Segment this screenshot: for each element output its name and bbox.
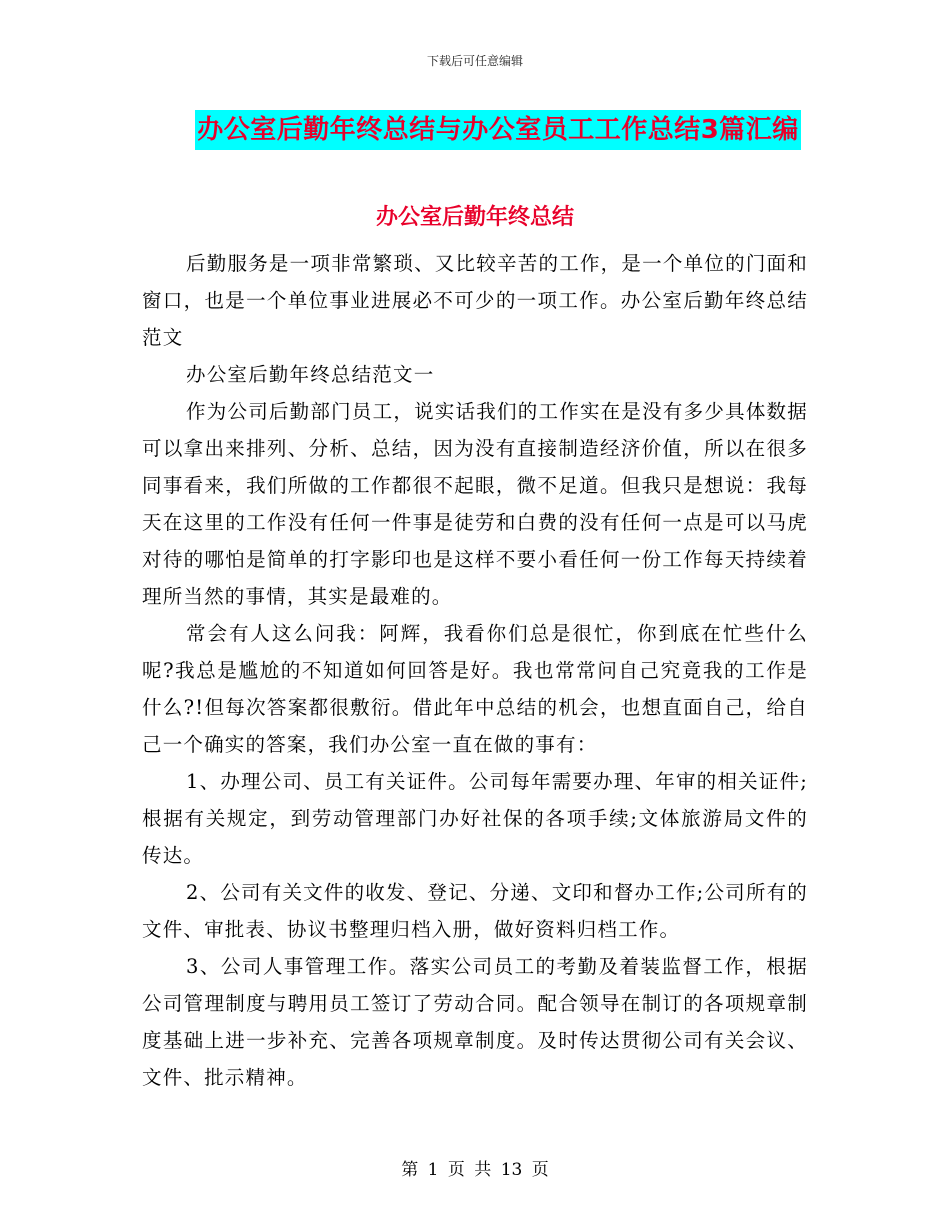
paragraph: 常会有人这么问我：阿辉，我看你们总是很忙，你到底在忙些什么呢?我总是尴尬的不知道如何回答是好。我也常常问自己究竟我的工作是什么?!但每次答案都很敷衍。借此年中总结的机会，也想直面自己，给自己一个确实的答案，我们办公室一直在做的事有： [142,622,808,756]
header-note: 下载后可任意编辑 [426,54,523,68]
doc-title-container [0,110,950,150]
paragraph: 作为公司后勤部门员工，说实话我们的工作实在是没有多少具体数据可以拿出来排列、分析、总结，因为没有直接制造经济价值，所以在很多同事看来，我们所做的工作都很不起眼，微不足道。但我只是想说：我每天在这里的工作没有任何一件事是徒劳和白费的没有任何一点是可以马虎对待的哪怕是简单的打字影印也是这样不要小看任何一份工作每天持续着理所当然的事情，其实是最难的。 [142,400,808,608]
paragraph: 办公室后勤年终总结范文一 [186,363,435,386]
document-body [142,245,808,1096]
section-title: 办公室后勤年终总结 [375,205,574,230]
page-footer: 第 1 页 共 13 页 [401,1160,549,1180]
paragraph: 2、公司有关文件的收发、登记、分递、文印和督办工作;公司所有的文件、审批表、协议书整理归档入册，做好资料归档工作。 [142,881,808,941]
document-title: 办公室后勤年终总结与办公室员工工作总结3篇汇编 [195,110,801,150]
paragraph: 1、办理公司、员工有关证件。公司每年需要办理、年审的相关证件;根据有关规定，到劳动管理部门办好社保的各项手续;文体旅游局文件的传达。 [142,770,808,867]
paragraph: 后勤服务是一项非常繁琐、又比较辛苦的工作，是一个单位的门面和窗口，也是一个单位事业进展必不可少的一项工作。办公室后勤年终总结范文 [142,252,808,349]
paragraph: 3、公司人事管理工作。落实公司员工的考勤及着装监督工作，根据公司管理制度与聘用员工签订了劳动合同。配合领导在制订的各项规章制度基础上进一步补充、完善各项规章制度。及时传达贯彻公司有关会议、文件、批示精神。 [142,955,808,1089]
